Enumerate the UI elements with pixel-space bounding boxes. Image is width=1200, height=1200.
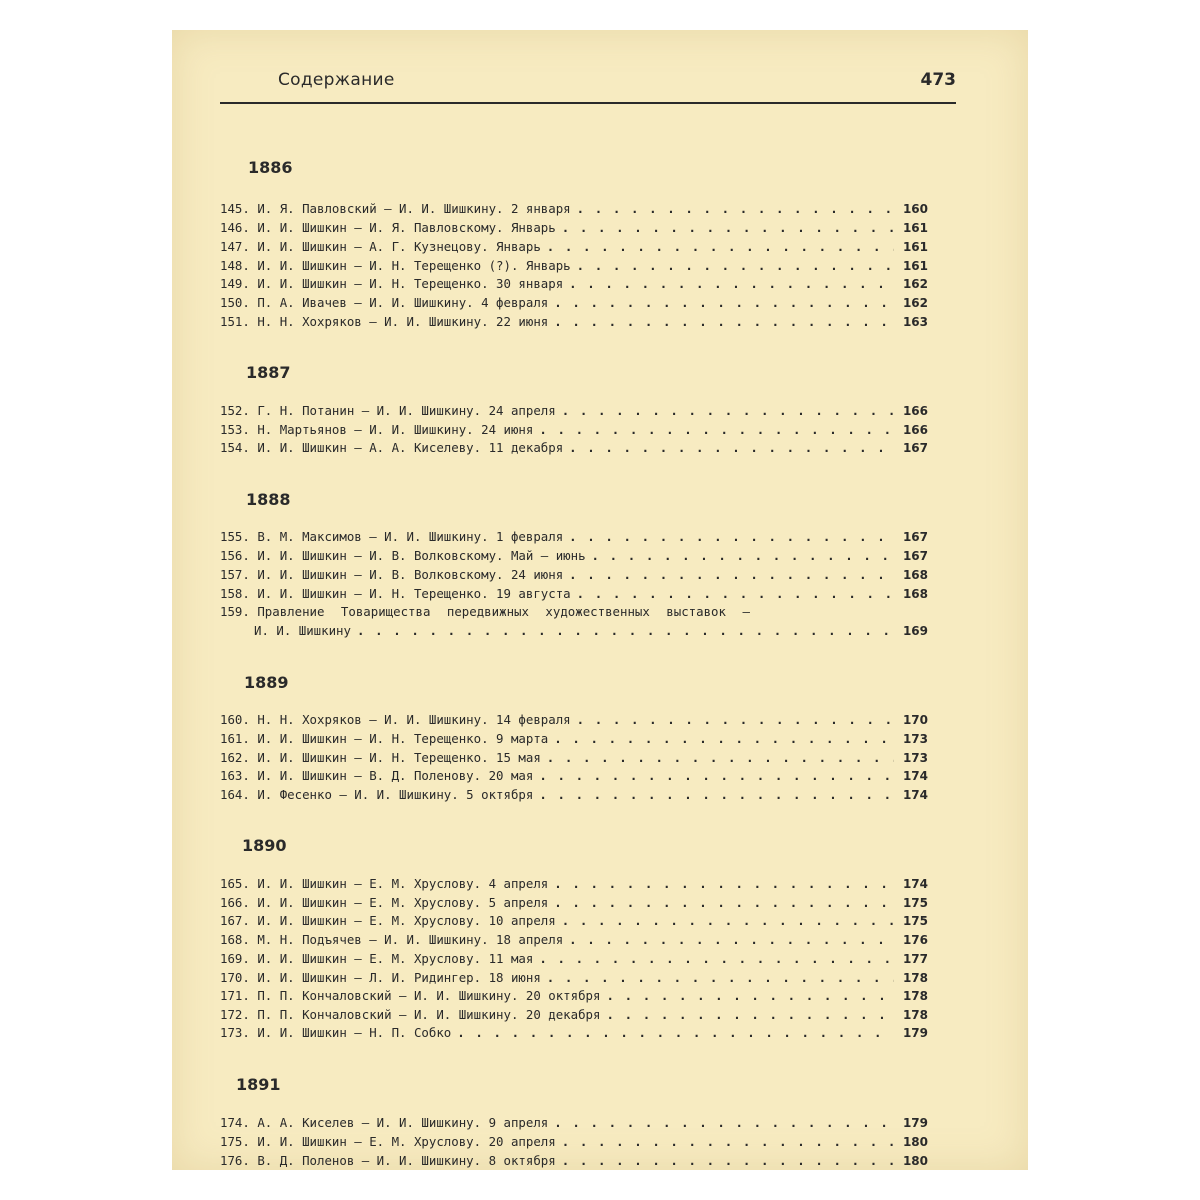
entry-number: 176. [220, 1153, 250, 1168]
entry-text: И. Фесенко — И. И. Шишкину. 5 октября [257, 787, 534, 802]
entry-text: И. Я. Павловский — И. И. Шишкину. 2 января [257, 201, 571, 216]
toc-entry [220, 786, 928, 804]
entry-page: 162 [902, 296, 928, 310]
entry-text: И. И. Шишкин — И. В. Волковскому. Май — июнь [257, 548, 586, 563]
dot-leader [606, 987, 894, 1005]
entry-text: Н. Н. Хохряков — И. И. Шишкину. 14 февраля [257, 712, 571, 727]
entry-text: П. П. Кончаловский — И. И. Шишкину. 20 декабря [257, 1007, 601, 1022]
dot-leader [569, 528, 894, 546]
entry-number: 154. [220, 440, 250, 455]
entry-number: 156. [220, 548, 250, 563]
dot-leader [577, 200, 894, 218]
entry-number: 151. [220, 314, 250, 329]
entry-page: 174 [902, 769, 928, 783]
toc-entry [220, 894, 928, 912]
entry-page: 163 [902, 315, 928, 329]
toc-entry [220, 1133, 928, 1151]
toc-entry [220, 1152, 928, 1170]
entry-page: 178 [902, 1008, 928, 1022]
entry-page: 167 [902, 530, 928, 544]
entry-number: 169. [220, 951, 250, 966]
entry-number: 171. [220, 988, 250, 1003]
entry-page: 173 [902, 751, 928, 765]
entry-page: 167 [902, 441, 928, 455]
book-page [172, 30, 1028, 1170]
toc-entry [220, 1024, 928, 1042]
entry-page: 174 [902, 788, 928, 802]
entry-number: 152. [220, 403, 250, 418]
year-heading: 1891 [236, 1075, 281, 1094]
dot-leader [539, 767, 894, 785]
dot-leader [554, 294, 894, 312]
entry-number: 162. [220, 750, 250, 765]
entry-text: М. Н. Подъячев — И. И. Шишкину. 18 апреля [257, 932, 564, 947]
toc-entry [220, 1114, 928, 1132]
dot-leader [562, 402, 894, 420]
entry-page: 166 [902, 404, 928, 418]
dot-leader [547, 969, 894, 987]
entry-text: Н. Мартьянов — И. И. Шишкину. 24 июня [257, 422, 534, 437]
dot-leader [562, 912, 894, 930]
toc-entry [220, 767, 928, 785]
entry-page: 178 [902, 989, 928, 1003]
entry-text: Н. Н. Хохряков — И. И. Шишкину. 22 июня [257, 314, 549, 329]
entry-page: 180 [902, 1135, 928, 1149]
toc-entry [220, 749, 928, 767]
entry-number: 148. [220, 258, 250, 273]
entry-page: 162 [902, 277, 928, 291]
entry-number: 145. [220, 201, 250, 216]
header-page-number: 473 [920, 70, 956, 90]
entry-text: И. И. Шишкин — И. Н. Терещенко (?). Январь [257, 258, 571, 273]
dot-leader [554, 313, 894, 331]
entry-text: И. И. Шишкин — Е. М. Хруслову. 5 апреля [257, 895, 549, 910]
entry-number: 150. [220, 295, 250, 310]
running-header [220, 70, 956, 96]
toc-entry [220, 547, 928, 565]
dot-leader [547, 749, 894, 767]
entry-text: И. И. Шишкину [254, 623, 351, 638]
entry-page: 176 [902, 933, 928, 947]
entry-number: 166. [220, 895, 250, 910]
toc-entry-long-line2 [220, 622, 928, 640]
entry-text: И. И. Шишкин — Е. М. Хруслову. 20 апреля [257, 1134, 556, 1149]
dot-leader [577, 257, 894, 275]
dot-leader [554, 1114, 894, 1132]
entry-text: И. И. Шишкин — И. Н. Терещенко. 19 августа [257, 586, 571, 601]
dot-leader [554, 894, 894, 912]
entry-text: И. И. Шишкин — А. Г. Кузнецову. Январь [257, 239, 541, 254]
toc-entry [220, 730, 928, 748]
entry-page: 168 [902, 568, 928, 582]
entry-text: В. Д. Поленов — И. И. Шишкину. 8 октября [257, 1153, 556, 1168]
dot-leader [539, 950, 894, 968]
dot-leader [547, 238, 894, 256]
entry-number: 146. [220, 220, 250, 235]
entry-text: И. И. Шишкин — И. Я. Павловскому. Январь [257, 220, 556, 235]
entry-page: 174 [902, 877, 928, 891]
entry-text: Правление Товарищества передвижных художественных выставок — [257, 604, 750, 619]
entry-page: 175 [902, 914, 928, 928]
entry-number: 147. [220, 239, 250, 254]
toc-entry [220, 950, 928, 968]
dot-leader [569, 566, 894, 584]
toc-entry [220, 421, 928, 439]
dot-leader [562, 1133, 894, 1151]
toc-entry [220, 875, 928, 893]
year-heading: 1889 [244, 673, 289, 692]
entry-number: 160. [220, 712, 250, 727]
entry-number: 158. [220, 586, 250, 601]
entry-page: 168 [902, 587, 928, 601]
entry-page: 178 [902, 971, 928, 985]
toc-entry [220, 313, 928, 331]
entry-text: И. И. Шишкин — А. А. Киселеву. 11 декабря [257, 440, 564, 455]
entry-text: И. И. Шишкин — Н. П. Собко [257, 1025, 452, 1040]
toc-entry [220, 219, 928, 237]
entry-number: 172. [220, 1007, 250, 1022]
entry-page: 177 [902, 952, 928, 966]
entry-text: И. И. Шишкин — И. В. Волковскому. 24 июня [257, 567, 564, 582]
entry-text: В. М. Максимов — И. И. Шишкину. 1 февраля [257, 529, 564, 544]
entry-text: И. И. Шишкин — Л. И. Ридингер. 18 июня [257, 970, 541, 985]
entry-number: 165. [220, 876, 250, 891]
entry-number: 153. [220, 422, 250, 437]
entry-page: 161 [902, 259, 928, 273]
year-heading: 1890 [242, 836, 287, 855]
entry-text: П. П. Кончаловский — И. И. Шишкину. 20 октября [257, 988, 601, 1003]
entry-text: И. И. Шишкин — И. Н. Терещенко. 9 марта [257, 731, 549, 746]
entry-number: 157. [220, 567, 250, 582]
entry-page: 161 [902, 221, 928, 235]
entry-number: 155. [220, 529, 250, 544]
dot-leader [569, 275, 894, 293]
entry-number: 164. [220, 787, 250, 802]
toc-entry [220, 912, 928, 930]
dot-leader [539, 786, 894, 804]
header-rule [220, 102, 956, 104]
dot-leader [562, 1152, 894, 1170]
toc-entry [220, 402, 928, 420]
entry-number: 173. [220, 1025, 250, 1040]
entry-text: И. И. Шишкин — И. Н. Терещенко. 30 января [257, 276, 564, 291]
toc-entry [220, 969, 928, 987]
toc-entry [220, 1006, 928, 1024]
entry-number: 170. [220, 970, 250, 985]
entry-number: 161. [220, 731, 250, 746]
entry-text: П. А. Ивачев — И. И. Шишкину. 4 февраля [257, 295, 549, 310]
toc-entry [220, 711, 928, 729]
toc-entry [220, 200, 928, 218]
toc-entry [220, 257, 928, 275]
entry-text: И. И. Шишкин — Е. М. Хруслову. 10 апреля [257, 913, 556, 928]
dot-leader [357, 622, 894, 640]
entry-page: 175 [902, 896, 928, 910]
toc-entry [220, 566, 928, 584]
entry-number: 167. [220, 913, 250, 928]
entry-page: 160 [902, 202, 928, 216]
entry-page: 179 [902, 1026, 928, 1040]
toc-entry [220, 931, 928, 949]
entry-page: 180 [902, 1154, 928, 1168]
entry-text: И. И. Шишкин — В. Д. Поленову. 20 мая [257, 768, 534, 783]
entry-page: 179 [902, 1116, 928, 1130]
entry-page: 161 [902, 240, 928, 254]
entry-number: 163. [220, 768, 250, 783]
toc-entry [220, 275, 928, 293]
entry-page: 167 [902, 549, 928, 563]
dot-leader [562, 219, 894, 237]
dot-leader [539, 421, 894, 439]
dot-leader [457, 1024, 894, 1042]
entry-page: 169 [902, 624, 928, 638]
dot-leader [554, 730, 894, 748]
dot-leader [569, 439, 894, 457]
entry-text: И. И. Шишкин — И. Н. Терещенко. 15 мая [257, 750, 541, 765]
toc-entry [220, 585, 928, 603]
entry-text: А. А. Киселев — И. И. Шишкину. 9 апреля [257, 1115, 549, 1130]
entry-number: 168. [220, 932, 250, 947]
toc-entry [220, 439, 928, 457]
dot-leader [554, 875, 894, 893]
entry-page: 170 [902, 713, 928, 727]
year-heading: 1888 [246, 490, 291, 509]
dot-leader [577, 711, 894, 729]
dot-leader [569, 931, 894, 949]
dot-leader [606, 1006, 894, 1024]
year-heading: 1886 [248, 158, 293, 177]
toc-entry-long-line1 [220, 603, 928, 621]
dot-leader [577, 585, 894, 603]
entry-text: И. И. Шишкин — Е. М. Хруслову. 11 мая [257, 951, 534, 966]
entry-text: Г. Н. Потанин — И. И. Шишкину. 24 апреля [257, 403, 556, 418]
toc-entry [220, 987, 928, 1005]
entry-text: И. И. Шишкин — Е. М. Хруслову. 4 апреля [257, 876, 549, 891]
year-heading: 1887 [246, 363, 291, 382]
entry-number: 175. [220, 1134, 250, 1149]
entry-number: 149. [220, 276, 250, 291]
header-title: Содержание [278, 70, 395, 90]
toc-entry [220, 294, 928, 312]
entry-number: 159. [220, 604, 250, 619]
toc-entry [220, 238, 928, 256]
entry-page: 166 [902, 423, 928, 437]
entry-page: 173 [902, 732, 928, 746]
dot-leader [592, 547, 894, 565]
toc-entry [220, 528, 928, 546]
entry-number: 174. [220, 1115, 250, 1130]
